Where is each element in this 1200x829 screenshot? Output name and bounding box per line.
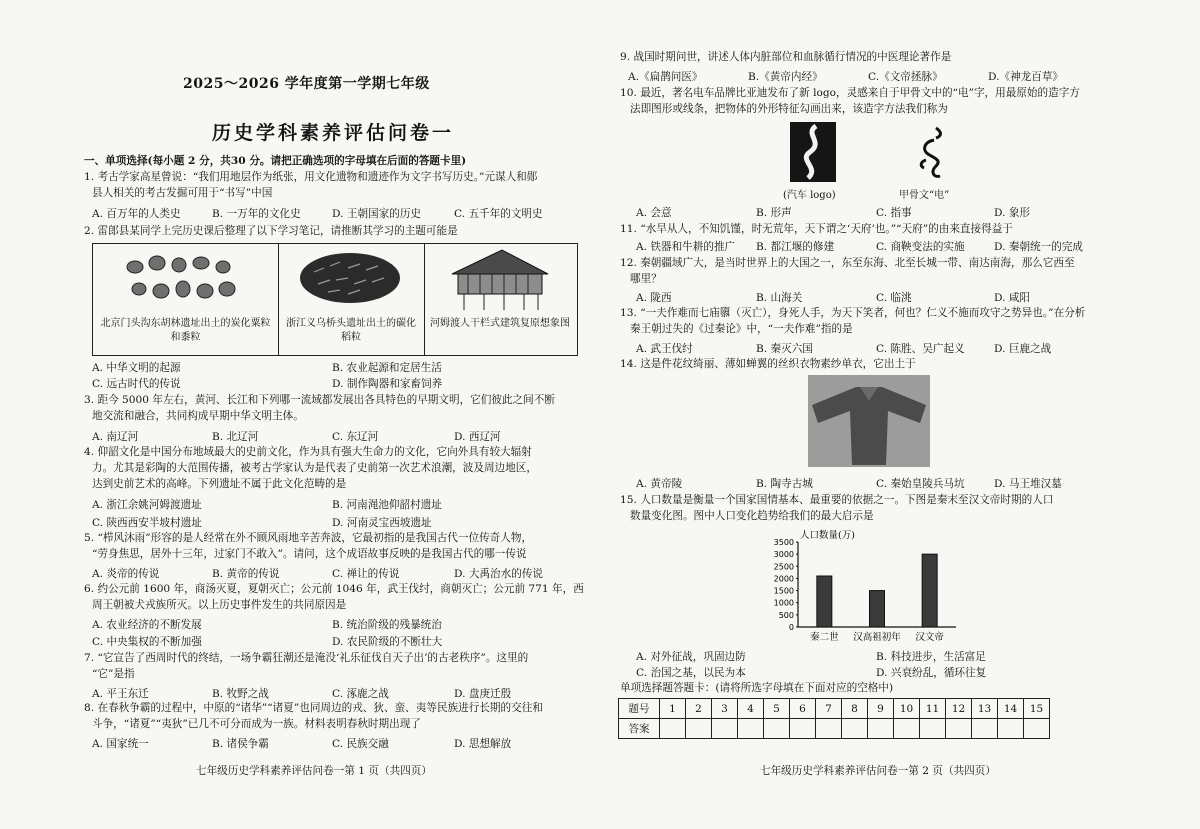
answer-card-title: 单项选择题答题卡：(请将所选字母填在下面对应的空格中) bbox=[620, 682, 894, 694]
answer-card-number: 5 bbox=[764, 699, 790, 719]
answer-cell-12[interactable] bbox=[946, 719, 972, 739]
answer-card-number: 11 bbox=[920, 699, 946, 719]
stilt-house-image bbox=[424, 244, 576, 316]
q15-option-a: A. 对外征战，巩固边防 bbox=[636, 651, 746, 663]
population-bar-chart bbox=[760, 528, 960, 646]
answer-card-number: 13 bbox=[972, 699, 998, 719]
section-header: 一、单项选择(每小题 2 分，共30 分。请把正确选项的字母填在后面的答题卡里) bbox=[84, 155, 467, 167]
q8-option-c: C. 民族交融 bbox=[332, 738, 389, 750]
exam-title-year: 2025～2026 学年度第一学期七年级 bbox=[183, 76, 430, 92]
q1-option-a: A. 百万年的人类史 bbox=[92, 208, 181, 220]
y-tick-label: 2000 bbox=[773, 574, 794, 584]
q10-option-b: B. 形声 bbox=[756, 207, 792, 219]
q12-line1: 12. 秦朝疆域广大，是当时世界上的大国之一，东至东海、北至长城一带、南达南海，那么它西至 bbox=[620, 257, 1075, 269]
q4-line1: 4. 仰韶文化是中国分布地域最大的史前文化，作为具有强大生命力的文化，它向外具有较大辐射 bbox=[84, 446, 532, 458]
q6-option-b: B. 统治阶级的残暴统治 bbox=[332, 619, 442, 631]
q13-line1: 13. “一夫作难而七庙隳（灭亡），身死人手，为天下笑者，何也？仁义不施而攻守之势异也。”在分析 bbox=[620, 307, 1086, 319]
q2-caption-3: 河姆渡人干栏式建筑复原想象图 bbox=[430, 318, 570, 329]
q3-line2: 地交流和融合，共同构成早期中华文明主体。 bbox=[92, 410, 304, 422]
q7-line2: “它”是指 bbox=[92, 668, 135, 680]
q11-option-d: D. 秦朝统一的完成 bbox=[994, 241, 1084, 253]
q7-option-b: B. 牧野之战 bbox=[212, 688, 269, 700]
q1-option-c: C. 五千年的文明史 bbox=[454, 208, 543, 220]
q13-option-d: D. 巨鹿之战 bbox=[994, 343, 1052, 355]
oracle-bone-dian-image bbox=[912, 124, 952, 182]
q8-line2: 斗争，“诸夏”“夷狄”已几不可分而成为一族。材料表明春秋时期出现了 bbox=[92, 718, 421, 730]
q10-line2: 法即图形或线条，把物体的外形特征勾画出来，该造字方法我们称为 bbox=[630, 103, 948, 115]
q7-line1: 7. “它宣告了西周时代的终结，一场争霸狂潮还是淹没‘礼乐征伐自天子出’的古老秩序”。这里的 bbox=[84, 652, 529, 664]
q3-line1: 3. 距今 5000 年左右，黄河、长江和下列哪一流域都发展出各具特色的早期文明，它们彼此之间不断 bbox=[84, 394, 555, 406]
q2-option-d: D. 制作陶器和家畜饲养 bbox=[332, 378, 443, 390]
answer-card-number: 4 bbox=[738, 699, 764, 719]
q1-option-b: B. 一万年的文化史 bbox=[212, 208, 301, 220]
y-tick-label: 0 bbox=[788, 623, 794, 632]
answer-card-row-label-answer: 答案 bbox=[619, 719, 660, 739]
q5-line1: 5. “栉风沐雨”形容的是人经常在外不顾风雨地辛苦奔波，它最初指的是我国古代一位传奇人物， bbox=[84, 532, 533, 544]
answer-card-number: 10 bbox=[894, 699, 920, 719]
answer-cell-7[interactable] bbox=[816, 719, 842, 739]
q10-option-a: A. 会意 bbox=[636, 207, 672, 219]
q10-line1: 10. 最近，著名电车品牌比亚迪发布了新 logo，灵感来自于甲骨文中的“电”字，用最原始的造字方 bbox=[620, 87, 1080, 99]
q15-line2: 数量变化图。图中人口变化趋势给我们的最大启示是 bbox=[630, 510, 874, 522]
bar-3 bbox=[922, 554, 937, 627]
q11-option-c: C. 商鞅变法的实施 bbox=[876, 241, 965, 253]
bar-2 bbox=[870, 591, 885, 627]
answer-cell-8[interactable] bbox=[842, 719, 868, 739]
rice-grains-image bbox=[278, 244, 424, 316]
q7-option-c: C. 涿鹿之战 bbox=[332, 688, 389, 700]
q13-option-c: C. 陈胜、吴广起义 bbox=[876, 343, 965, 355]
answer-card-number: 15 bbox=[1024, 699, 1050, 719]
q2-picture-cell-1 bbox=[93, 244, 279, 355]
q12-line2: 哪里？ bbox=[630, 273, 662, 285]
q2-option-c: C. 远古时代的传说 bbox=[92, 378, 181, 390]
q2-line1: 2. 雷郎县某同学上完历史课后整理了以下学习笔记，请推断其学习的主题可能是 bbox=[84, 225, 458, 237]
q12-option-d: D. 咸阳 bbox=[994, 292, 1031, 304]
q9-option-c: C.《文帝拯脉》 bbox=[868, 71, 943, 83]
answer-card-number: 9 bbox=[868, 699, 894, 719]
x-category-label: 汉高祖初年 bbox=[853, 632, 901, 643]
q14-option-b: B. 陶寺古城 bbox=[756, 478, 813, 490]
q13-option-b: B. 秦灭六国 bbox=[756, 343, 813, 355]
q15-option-c: C. 治国之基，以民为本 bbox=[636, 667, 746, 679]
q7-option-d: D. 盘庚迁殷 bbox=[454, 688, 512, 700]
answer-card-number: 8 bbox=[842, 699, 868, 719]
y-tick-label: 500 bbox=[778, 610, 794, 620]
q2-caption-1: 北京门头沟东胡林遗址出土的炭化粟粒和黍粒 bbox=[100, 318, 271, 343]
answer-card-number: 7 bbox=[816, 699, 842, 719]
q5-option-b: B. 黄帝的传说 bbox=[212, 568, 280, 580]
q1-line1: 1. 考古学家高星曾说：“我们用地层作为纸张，用文化遗物和遗迹作为文字书写历史。”元谋人和郧 bbox=[84, 171, 538, 183]
q13-line2: 秦王朝过失的《过秦论》中，“一夫作难”指的是 bbox=[630, 323, 853, 335]
answer-cell-2[interactable] bbox=[686, 719, 712, 739]
answer-card-answer-row bbox=[619, 719, 1050, 739]
bar-1 bbox=[817, 576, 832, 627]
q2-option-a: A. 中华文明的起源 bbox=[92, 362, 181, 374]
q8-line1: 8. 在春秋争霸的过程中，中原的“诸华”“诸夏”也同周边的戎、狄、蛮、夷等民族进行长期的交往和 bbox=[84, 702, 543, 714]
q10-option-c: C. 指事 bbox=[876, 207, 912, 219]
q12-option-a: A. 陇西 bbox=[636, 292, 672, 304]
answer-card-number: 12 bbox=[946, 699, 972, 719]
q12-option-c: C. 临洮 bbox=[876, 292, 912, 304]
x-category-label: 汉文帝 bbox=[915, 632, 944, 643]
answer-card-number: 6 bbox=[790, 699, 816, 719]
answer-card-row-label-number: 题号 bbox=[619, 699, 660, 719]
car-logo-image bbox=[790, 122, 836, 182]
q15-option-d: D. 兴衰纷乱，循环往复 bbox=[876, 667, 987, 679]
q11-line1: 11. “水旱从人，不知饥馑，时无荒年，天下谓之‘天府’也。”“天府”的由来直接得益于 bbox=[620, 223, 1013, 235]
exam-title: 历史学科素养评估问卷一 bbox=[212, 122, 455, 144]
y-axis-label: 人口数量(万) bbox=[800, 530, 855, 541]
q3-option-d: D. 西辽河 bbox=[454, 431, 501, 443]
y-tick-label: 3500 bbox=[773, 538, 794, 547]
q10-caption-logo: (汽车 logo) bbox=[783, 190, 836, 201]
answer-card-number: 2 bbox=[686, 699, 712, 719]
q15-line1: 15. 人口数量是衡量一个国家国情基本、最重要的依据之一。下图是秦末至汉文帝时期的人口 bbox=[620, 494, 1054, 506]
q6-option-d: D. 农民阶级的不断壮大 bbox=[332, 636, 443, 648]
q5-option-d: D. 大禹治水的传说 bbox=[454, 568, 544, 580]
q4-line3: 达到史前艺术的高峰。下列遗址不属于此文化范畴的是 bbox=[92, 478, 347, 490]
answer-cell-1[interactable] bbox=[660, 719, 686, 739]
answer-card-number: 3 bbox=[712, 699, 738, 719]
answer-cell-6[interactable] bbox=[790, 719, 816, 739]
y-tick-label: 1500 bbox=[773, 586, 794, 596]
y-tick-label: 2500 bbox=[773, 562, 794, 572]
y-tick-label: 3000 bbox=[773, 550, 794, 560]
q4-option-d: D. 河南灵宝西坡遗址 bbox=[332, 517, 432, 529]
q6-option-c: C. 中央集权的不断加强 bbox=[92, 636, 202, 648]
right-page-footer: 七年级历史学科素养评估问卷一第 2 页（共四页） bbox=[760, 765, 996, 777]
q3-option-c: C. 东辽河 bbox=[332, 431, 379, 443]
answer-cell-9[interactable] bbox=[868, 719, 894, 739]
q8-option-d: D. 思想解放 bbox=[454, 738, 512, 750]
q10-caption-oracle: 甲骨文“电” bbox=[899, 190, 950, 201]
q15-option-b: B. 科技进步，生活富足 bbox=[876, 651, 986, 663]
q1-line2: 县人相关的考古发掘可用于“书写”中国 bbox=[92, 187, 273, 199]
x-category-label: 秦二世 bbox=[810, 632, 839, 643]
q9-option-a: A.《扁鹊问医》 bbox=[628, 71, 703, 83]
answer-cell-4[interactable] bbox=[738, 719, 764, 739]
q14-option-c: C. 秦始皇陵兵马坑 bbox=[876, 478, 965, 490]
answer-cell-14[interactable] bbox=[998, 719, 1024, 739]
q4-option-b: B. 河南渑池仰韶村遗址 bbox=[332, 499, 442, 511]
q6-option-a: A. 农业经济的不断发展 bbox=[92, 619, 202, 631]
q9-option-d: D.《神龙百草》 bbox=[988, 71, 1064, 83]
q11-option-b: B. 都江堰的修建 bbox=[756, 241, 835, 253]
answer-card-number-row bbox=[619, 699, 1050, 719]
q3-option-a: A. 南辽河 bbox=[92, 431, 139, 443]
q1-option-d: D. 王朝国家的历史 bbox=[332, 208, 422, 220]
answer-card-number: 1 bbox=[660, 699, 686, 719]
q9-option-b: B.《黄帝内经》 bbox=[748, 71, 823, 83]
q10-option-d: D. 象形 bbox=[994, 207, 1031, 219]
q3-option-b: B. 北辽河 bbox=[212, 431, 259, 443]
y-tick-label: 1000 bbox=[773, 598, 794, 608]
q6-line1: 6. 约公元前 1600 年，商汤灭夏，夏朝灭亡；公元前 1046 年，武王伐纣，商朝灭亡；公元前 771 年，西 bbox=[84, 583, 584, 595]
answer-card-table bbox=[618, 698, 1050, 739]
answer-cell-10[interactable] bbox=[894, 719, 920, 739]
answer-cell-5[interactable] bbox=[764, 719, 790, 739]
q5-line2: “劳身焦思，居外十三年，过家门不敢入”。请问，这个成语故事反映的是我国古代的哪一传说 bbox=[92, 548, 527, 560]
q2-picture-table bbox=[92, 243, 578, 356]
q9-line1: 9. 战国时期问世，讲述人体内脏部位和血脉循行情况的中医理论著作是 bbox=[620, 51, 952, 63]
answer-card-number: 14 bbox=[998, 699, 1024, 719]
q14-line1: 14. 这是件花纹绮丽、薄如蝉翼的丝织衣物素纱单衣，它出土于 bbox=[620, 358, 916, 370]
q4-option-c: C. 陕西西安半坡村遗址 bbox=[92, 517, 202, 529]
silk-robe-image bbox=[808, 375, 930, 467]
grain-seeds-image bbox=[93, 244, 278, 316]
answer-cell-11[interactable] bbox=[920, 719, 946, 739]
q2-picture-cell-3 bbox=[424, 244, 576, 355]
answer-cell-15[interactable] bbox=[1024, 719, 1050, 739]
q8-option-b: B. 诸侯争霸 bbox=[212, 738, 269, 750]
q14-option-a: A. 黄帝陵 bbox=[636, 478, 683, 490]
q2-option-b: B. 农业起源和定居生活 bbox=[332, 362, 442, 374]
q7-option-a: A. 平王东迁 bbox=[92, 688, 149, 700]
q13-option-a: A. 武王伐纣 bbox=[636, 343, 693, 355]
q2-caption-2: 浙江义乌桥头遗址出土的碳化稻粒 bbox=[286, 318, 416, 343]
q6-line2: 周王朝被犬戎族所灭。以上历史事件发生的共同原因是 bbox=[92, 599, 347, 611]
q5-option-c: C. 禅让的传说 bbox=[332, 568, 400, 580]
q2-picture-cell-2 bbox=[278, 244, 425, 355]
right-page bbox=[600, 0, 1200, 829]
left-page-footer: 七年级历史学科素养评估问卷一第 1 页（共四页） bbox=[196, 765, 432, 777]
q14-option-d: D. 马王堆汉墓 bbox=[994, 478, 1062, 490]
answer-cell-13[interactable] bbox=[972, 719, 998, 739]
q5-option-a: A. 炎帝的传说 bbox=[92, 568, 160, 580]
q4-option-a: A. 浙江余姚河姆渡遗址 bbox=[92, 499, 202, 511]
answer-cell-3[interactable] bbox=[712, 719, 738, 739]
q12-option-b: B. 山海关 bbox=[756, 292, 803, 304]
q11-option-a: A. 铁器和牛耕的推广 bbox=[636, 241, 736, 253]
q8-option-a: A. 国家统一 bbox=[92, 738, 149, 750]
q4-line2: 力。尤其是彩陶的大范围传播，被考古学家认为是代表了史前第一次艺术浪潮，波及周边地区， bbox=[92, 462, 537, 474]
